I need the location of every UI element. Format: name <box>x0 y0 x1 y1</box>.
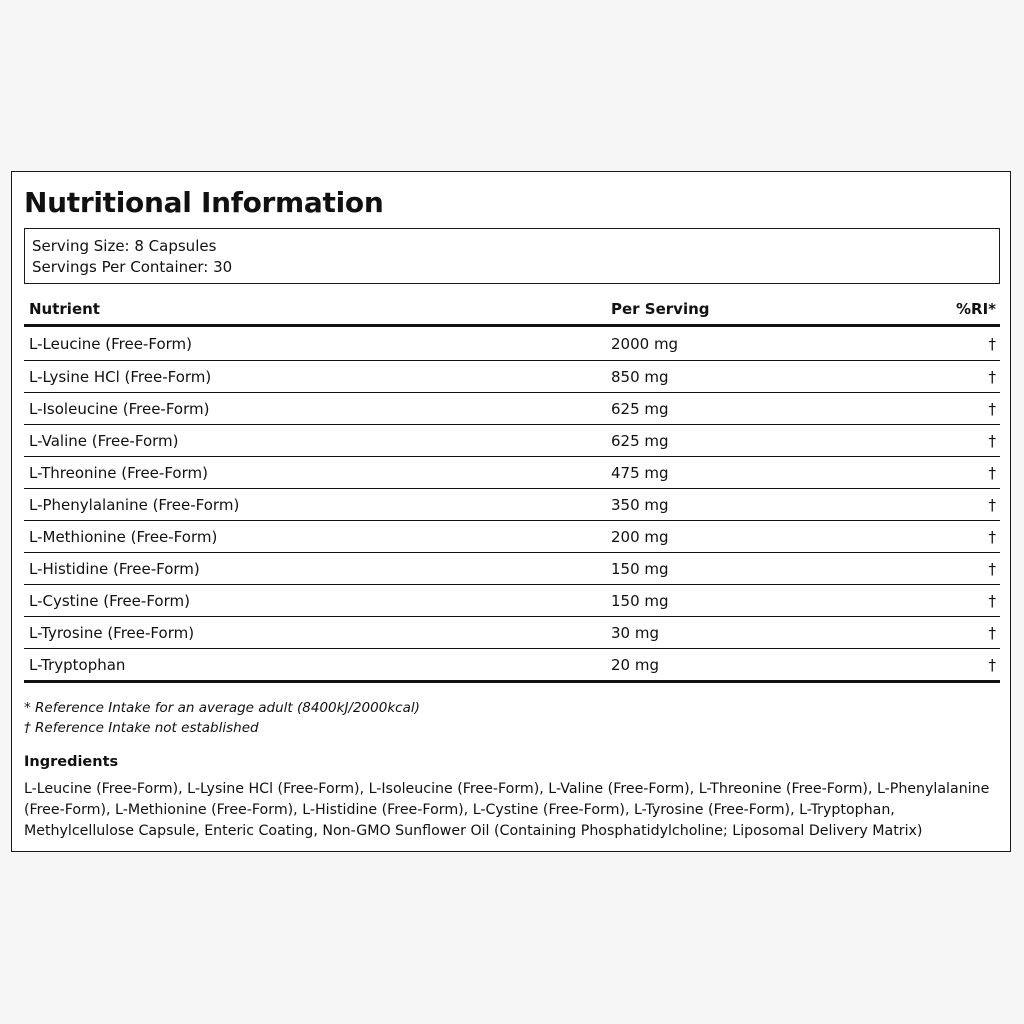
table-row <box>24 617 1000 649</box>
nutrient-ri: † <box>988 623 996 642</box>
table-row <box>24 585 1000 617</box>
nutrition-label <box>11 171 1011 852</box>
nutrient-name: L-Leucine (Free-Form) <box>29 334 192 353</box>
table-row <box>24 489 1000 521</box>
nutrient-amount: 30 mg <box>611 623 659 642</box>
nutrient-amount: 20 mg <box>611 655 659 674</box>
servings-per-container: Servings Per Container: 30 <box>32 258 233 276</box>
nutrient-ri: † <box>988 495 996 514</box>
serving-size: Serving Size: 8 Capsules <box>32 237 217 255</box>
nutrient-name: L-Tryptophan <box>29 655 126 674</box>
header-ri: %RI* <box>955 300 996 318</box>
nutrient-ri: † <box>988 334 996 353</box>
nutrient-name: L-Threonine (Free-Form) <box>29 463 208 482</box>
nutrient-amount: 150 mg <box>611 591 669 610</box>
table-row <box>24 425 1000 457</box>
table-row <box>24 553 1000 585</box>
nutrient-name: L-Tyrosine (Free-Form) <box>29 623 195 642</box>
nutrient-ri: † <box>988 399 996 418</box>
ingredients-title: Ingredients <box>24 754 119 770</box>
footnote-not-established: † Reference Intake not established <box>24 720 259 736</box>
nutrient-amount: 150 mg <box>611 559 669 578</box>
table-row <box>24 521 1000 553</box>
nutrient-amount: 2000 mg <box>611 334 679 353</box>
nutrient-ri: † <box>988 591 996 610</box>
nutrient-name: L-Lysine HCl (Free-Form) <box>29 367 212 386</box>
nutrient-name: L-Phenylalanine (Free-Form) <box>29 495 240 514</box>
nutrient-amount: 200 mg <box>611 527 669 546</box>
table-header <box>24 294 1000 327</box>
table-row <box>24 393 1000 425</box>
nutrient-ri: † <box>988 527 996 546</box>
nutrient-name: L-Histidine (Free-Form) <box>29 559 200 578</box>
nutrient-amount: 625 mg <box>611 431 669 450</box>
nutrient-name: L-Methionine (Free-Form) <box>29 527 218 546</box>
nutrient-name: L-Isoleucine (Free-Form) <box>29 399 210 418</box>
nutrient-name: L-Cystine (Free-Form) <box>29 591 190 610</box>
serving-info-box <box>24 228 1000 284</box>
nutrient-amount: 350 mg <box>611 495 669 514</box>
footnotes <box>24 698 420 738</box>
nutrient-table <box>24 294 1000 683</box>
nutrient-amount: 475 mg <box>611 463 669 482</box>
table-row <box>24 327 1000 361</box>
table-row <box>24 361 1000 393</box>
nutrient-name: L-Valine (Free-Form) <box>29 431 179 450</box>
nutrient-ri: † <box>988 367 996 386</box>
nutrient-ri: † <box>988 559 996 578</box>
nutrient-ri: † <box>988 655 996 674</box>
footnote-reference-intake: * Reference Intake for an average adult (8400kJ/2000kcal) <box>24 700 420 716</box>
nutrient-ri: † <box>988 431 996 450</box>
header-per-serving: Per Serving <box>611 300 710 318</box>
nutrient-ri: † <box>988 463 996 482</box>
table-row <box>24 649 1000 683</box>
ingredients-text: L-Leucine (Free-Form), L-Lysine HCl (Free-Form), L-Isoleucine (Free-Form), L-Valine (Free-Form), L-Threonine (Free-Form), L-Phenylalanine (Free-Form), L-Methionine (Free-Form), L-Histidine (Free-Form), L-Cystine (Free-Form), L-Tyrosine (Free-Form), L-Tryptophan, Methylcellulose Capsule, Enteric Coating, Non-GMO Sunflower Oil (Containing Phosphatidylcholine; Liposomal Delivery Matrix) <box>24 781 990 839</box>
header-nutrient: Nutrient <box>29 300 100 318</box>
label-title: Nutritional Information <box>24 186 384 219</box>
table-row <box>24 457 1000 489</box>
nutrient-amount: 850 mg <box>611 367 669 386</box>
nutrient-amount: 625 mg <box>611 399 669 418</box>
